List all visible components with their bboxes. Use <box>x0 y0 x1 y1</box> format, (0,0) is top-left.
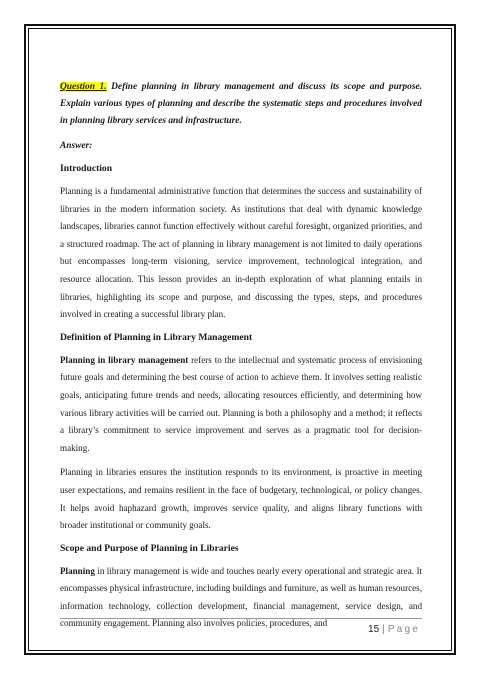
scope-heading: Scope and Purpose of Planning in Libraries <box>60 542 239 554</box>
definition-heading: Definition of Planning in Library Management <box>60 331 253 343</box>
scope-paragraph <box>60 563 422 633</box>
answer-label: Answer: <box>60 141 93 151</box>
document-body <box>60 79 422 640</box>
question-text: Define planning in library management and discuss its scope and purpose. Explain various types of planning and describe the systematic steps and procedures involved in planning library services and infrastructure. <box>60 82 423 126</box>
page-separator: | <box>381 624 386 635</box>
intro-heading: Introduction <box>60 163 113 174</box>
page-number-footer <box>368 624 420 635</box>
question-label: Question 1. <box>60 82 107 92</box>
page-word: Page <box>387 624 420 635</box>
question-paragraph <box>60 79 422 130</box>
footer-divider <box>60 618 422 619</box>
scope-bold-term: Planning <box>60 565 95 576</box>
scope-text: in library management is wide and touches nearly every operational and strategic area. It encompasses physical infrastructure, including buildings and furniture, as well as human resources, information technology, collection development, financial management, service design, and community engagement. Planning also involves policies, procedures, and <box>60 565 422 629</box>
definition-paragraph-2: Planning in libraries ensures the institution responds to its environment, is proactive in meeting user expectations, and remains resilient in the face of budgetary, technological, or policy changes. It helps avoid haphazard growth, improves service quality, and aligns library functions with broader institutional or community goals. <box>60 467 422 531</box>
intro-paragraph: Planning is a fundamental administrative function that determines the success and sustainability of libraries in the modern information society. As institutions that deal with dynamic knowledge landscapes, libraries cannot function effectively without careful foresight, organized priorities, and a structured roadmap. The act of planning in library management is not limited to daily operations but encompasses long-term visioning, service improvement, technological integration, and resource allocation. This lesson provides an in-depth exploration of what planning entails in libraries, highlighting its scope and purpose, and discussing the types, steps, and procedures involved in creating a successful library plan. <box>60 186 422 320</box>
definition-text: refers to the intellectual and systematic process of envisioning future goals and determining the best course of action to achieve them. It involves setting realistic goals, anticipating future trends and needs, allocating resources efficiently, and determining how various library activities will be carried out. Planning is both a philosophy and a method; it reflects a library’s commitment to service improvement and serves as a pragmatic tool for decision-making. <box>60 354 423 453</box>
definition-bold-term: Planning in library management <box>60 354 189 365</box>
page-number: 15 <box>368 624 380 635</box>
definition-paragraph <box>60 352 422 458</box>
